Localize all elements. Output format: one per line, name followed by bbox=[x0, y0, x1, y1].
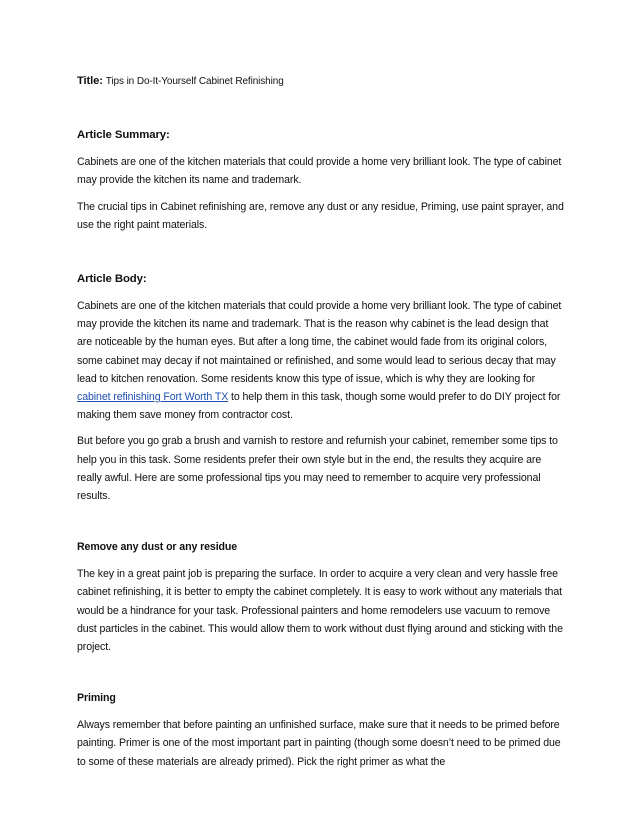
summary-paragraph: The crucial tips in Cabinet refinishing are, remove any dust or any residue, Priming, use paint sprayer, and use the right paint materials. bbox=[77, 200, 564, 231]
spacer bbox=[77, 513, 565, 538]
title-text: Tips in Do-It-Yourself Cabinet Refinishing bbox=[105, 76, 284, 87]
title-label: Title: bbox=[77, 75, 103, 87]
cabinet-refinishing-link[interactable]: cabinet refinishing Fort Worth TX bbox=[77, 391, 229, 404]
section-paragraph: The key in a great paint job is preparing the surface. In order to acquire a very clean and very hassle free cabinet refinishing, it is better to empty the cabinet completely. It is easy to work without any materials that would be a hindrance for your task. Professional painters and home remodelers use vacuum to remove dust particles in the cabinet. This would allow them to work without dust flying around and sticking with the project. bbox=[77, 568, 563, 654]
document-title bbox=[77, 72, 565, 91]
spacer bbox=[77, 664, 565, 689]
document-content bbox=[77, 72, 565, 779]
remove-dust-heading: Remove any dust or any residue bbox=[77, 541, 238, 554]
body-text: to help them in this task, though some would prefer to do DIY project for making them save money from contractor cost. bbox=[77, 391, 561, 422]
body-paragraph bbox=[77, 297, 565, 424]
spacer bbox=[77, 242, 565, 270]
article-body-heading: Article Body: bbox=[77, 273, 147, 286]
body-text: Cabinets are one of the kitchen materials that could provide a home very brilliant look. The type of cabinet may provide the kitchen its name and trademark. That is the reason why cabinet is the lead design that are noticeable by the human eyes. But after a long time, the cabinet would fade from its original colors, some cabinet may decay if not maintained or refinished, and some would lead to serious decay that may lead to kitchen renovation. Some residents know this type of issue, which is why they are looking for bbox=[77, 300, 562, 385]
article-summary-heading: Article Summary: bbox=[77, 129, 170, 142]
body-paragraph: But before you go grab a brush and varnish to restore and refurnish your cabinet, remember some tips to help you in this task. Some residents prefer their own style but in the end, the results they acquire are really awful. Here are some professional tips you may need to remember to acquire very professional results. bbox=[77, 435, 558, 503]
summary-paragraph: Cabinets are one of the kitchen materials that could provide a home very brilliant look. The type of cabinet may provide the kitchen its name and trademark. bbox=[77, 156, 562, 187]
section-paragraph: Always remember that before painting an unfinished surface, make sure that it needs to be primed before painting. Primer is one of the most important part in painting (though some doesn’t need to be primed due to some of these materials are already primed). Pick the right primer as what the bbox=[77, 719, 561, 768]
priming-heading: Priming bbox=[77, 692, 116, 705]
